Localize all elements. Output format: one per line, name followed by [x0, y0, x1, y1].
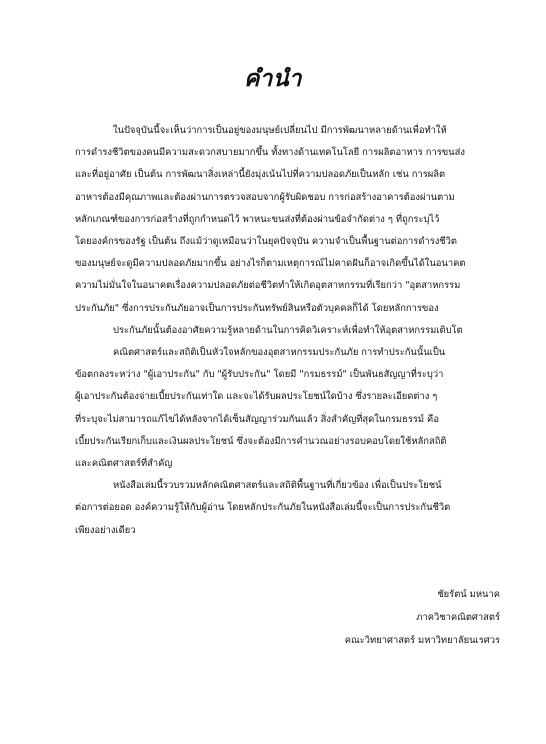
paragraph-line: ในปัจจุบันนี้จะเห็นว่าการเป็นอยู่ของมนุษย์เปลี่ยนไป มีการพัฒนาหลายด้านเพื่อทำให้ [113, 125, 447, 136]
paragraph-3 [75, 475, 499, 542]
paragraph-line: เบี้ยประกันเรียกเก็บและเงินผลประโยชน์ ซึ่งจะต้องมีการคำนวณอย่างรอบคอบโดยใช้หลักสถิติ [75, 435, 447, 447]
paragraph-line: ประกันภัย" ซึ่งการประกันภัยอาจเป็นการประกันทรัพย์สินหรือตัวบุคคลก็ได้ โดยหลักการของ [75, 302, 439, 314]
paragraph-line: คณิตศาสตร์และสถิติเป็นหัวใจหลักของอุตสาหกรรมประกันภัย การทำประกันนั้นเป็น [113, 347, 446, 359]
paragraph-line: หนังสือเล่มนี้รวบรวมหลักคณิตศาสตร์และสถิติพื้นฐานที่เกี่ยวข้อง เพื่อเป็นประโยชน์ [113, 480, 442, 492]
paragraph-line: เพียงอย่างเดียว [75, 524, 136, 536]
paragraph-2 [75, 342, 499, 475]
paragraph-1 [75, 120, 499, 342]
author-signature-block [345, 583, 500, 652]
paragraph-line: โดยองค์กรของรัฐ เป็นต้น ถึงแม้ว่าดูเหมือนว่าในยุคปัจจุบัน ความจำเป็นพื้นฐานต่อการดำรงชีวิต [75, 236, 458, 248]
paragraph-line: ผู้เอาประกันต้องจ่ายเบี้ยประกันเท่าใด และจะได้รับผลประโยชน์ใดบ้าง ซึ่งรายละเอียดต่าง ๆ [75, 391, 438, 403]
page-title: คำนำ [244, 66, 302, 92]
paragraph-line: ประกันภัยนั้นต้องอาศัยความรู้หลายด้านในการคิดวิเคราะห์เพื่อทำให้อุตสาหกรรมเติบโต [113, 324, 463, 336]
paragraph-line: ข้อตกลงระหว่าง "ผู้เอาประกัน" กับ "ผู้รับประกัน" โดยมี "กรมธรรม์" เป็นพันธสัญญาที่ระบุว่า [75, 369, 444, 381]
paragraph-line: การดำรงชีวิตของคนมีความสะดวกสบายมากขึ้น ทั้งทางด้านเทคโนโลยี การผลิตอาหาร การขนส่ง [75, 147, 465, 159]
paragraph-line: อาหารต้องมีคุณภาพและต้องผ่านการตรวจสอบจากผู้รับผิดชอบ การก่อสร้างอาคารต้องผ่านตาม [75, 191, 455, 203]
paragraph-line: ต่อการต่อยอด องค์ความรู้ให้กับผู้อ่าน โดยหลักประกันภัยในหนังสือเล่มนี้จะเป็นการประกันชีวิต [75, 502, 451, 514]
paragraph-line: หลักเกณฑ์ของการก่อสร้างที่ถูกกำหนดไว้ พาหนะขนส่งที่ต้องผ่านข้อจำกัดต่าง ๆ ที่ถูกระบุไว้ [75, 213, 440, 225]
preface-body [75, 120, 499, 542]
paragraph-line: และคณิตศาสตร์ที่สำคัญ [75, 458, 173, 470]
author-name: ชัยรัตน์ มหนาค [437, 589, 500, 600]
paragraph-line: ความไม่มั่นใจในอนาคตเรื่องความปลอดภัยต่อชีวิตทำให้เกิดอุตสาหกรรมที่เรียกว่า "อุตสาหกรรม [75, 280, 461, 292]
author-faculty: คณะวิทยาศาสตร์ มหาวิทยาลัยนเรศวร [344, 635, 500, 646]
author-department: ภาควิชาคณิตศาสตร์ [416, 612, 500, 623]
paragraph-line: ที่ระบุจะไม่สามารถแก้ไขได้หลังจากได้เซ็นสัญญาร่วมกันแล้ว สิ่งสำคัญที่สุดในกรมธรรม์ คือ [75, 413, 439, 425]
paragraph-line: ของมนุษย์จะดูมีความปลอดภัยมากขึ้น อย่างไรก็ตามเหตุการณ์ไม่คาดฝันก็อาจเกิดขึ้นได้ในอนาคต [75, 258, 466, 270]
paragraph-line: และที่อยู่อาศัย เป็นต้น การพัฒนาสิ่งเหล่านี้ยังมุ่งเน้นไปที่ความปลอดภัยเป็นหลัก เช่น การผลิต [75, 169, 446, 181]
